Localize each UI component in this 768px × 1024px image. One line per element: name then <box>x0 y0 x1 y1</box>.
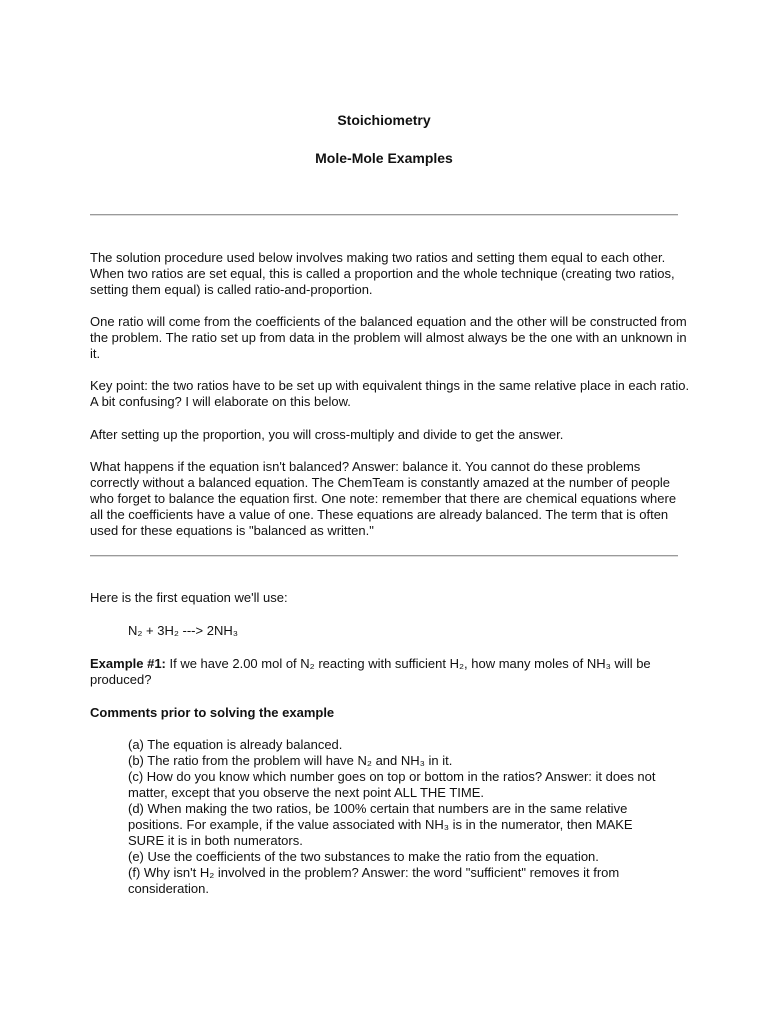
example-paragraph <box>90 656 690 688</box>
intro-paragraph: The solution procedure used below involves making two ratios and setting them equal to each other. When two ratios are set equal, this is called a proportion and the whole technique (creating two ratios, setting them equal) is called ratio-and-proportion. <box>90 250 675 297</box>
comments-list <box>128 737 668 897</box>
chemical-equation: N₂ + 3H₂ ---> 2NH₃ <box>128 623 239 638</box>
equation-intro: Here is the first equation we'll use: <box>90 590 288 605</box>
comment-item: (c) How do you know which number goes on top or bottom in the ratios? Answer: it does not matter, except that you observe the next point ALL THE TIME. <box>128 769 656 800</box>
intro-paragraph: What happens if the equation isn't balanced? Answer: balance it. You cannot do these problems correctly without a balanced equation. The ChemTeam is constantly amazed at the number of people who forget to balance the equation first. One note: remember that there are chemical equations where all the coefficients have a value of one. These equations are already balanced. The term that is often used for these equations is "balanced as written." <box>90 459 677 538</box>
comment-item: (b) The ratio from the problem will have N₂ and NH₃ in it. <box>128 753 453 768</box>
intro-paragraph: One ratio will come from the coefficients of the balanced equation and the other will be constructed from the problem. The ratio set up from data in the problem will almost always be the one with an unknown in it. <box>90 314 687 361</box>
example-text: If we have 2.00 mol of N₂ reacting with sufficient H₂, how many moles of NH₃ will be produced? <box>90 656 651 687</box>
page-subtitle: Mole-Mole Examples <box>315 150 453 166</box>
comment-item: (e) Use the coefficients of the two substances to make the ratio from the equation. <box>128 849 599 864</box>
comment-item: (d) When making the two ratios, be 100% certain that numbers are in the same relative positions. For example, if the value associated with NH₃ is in the numerator, then MAKE SURE it is in both numerators. <box>128 801 633 848</box>
horizontal-rule <box>90 555 678 557</box>
intro-paragraph: Key point: the two ratios have to be set up with equivalent things in the same relative place in each ratio. A bit confusing? I will elaborate on this below. <box>90 378 690 409</box>
example-label: Example #1: <box>90 656 166 671</box>
intro-paragraph: After setting up the proportion, you will cross-multiply and divide to get the answer. <box>90 427 564 442</box>
comment-item: (a) The equation is already balanced. <box>128 737 343 752</box>
comments-heading: Comments prior to solving the example <box>90 705 335 720</box>
comment-item: (f) Why isn't H₂ involved in the problem? Answer: the word "sufficient" removes it from consideration. <box>128 865 620 896</box>
horizontal-rule <box>90 214 678 216</box>
page-title: Stoichiometry <box>337 112 431 128</box>
